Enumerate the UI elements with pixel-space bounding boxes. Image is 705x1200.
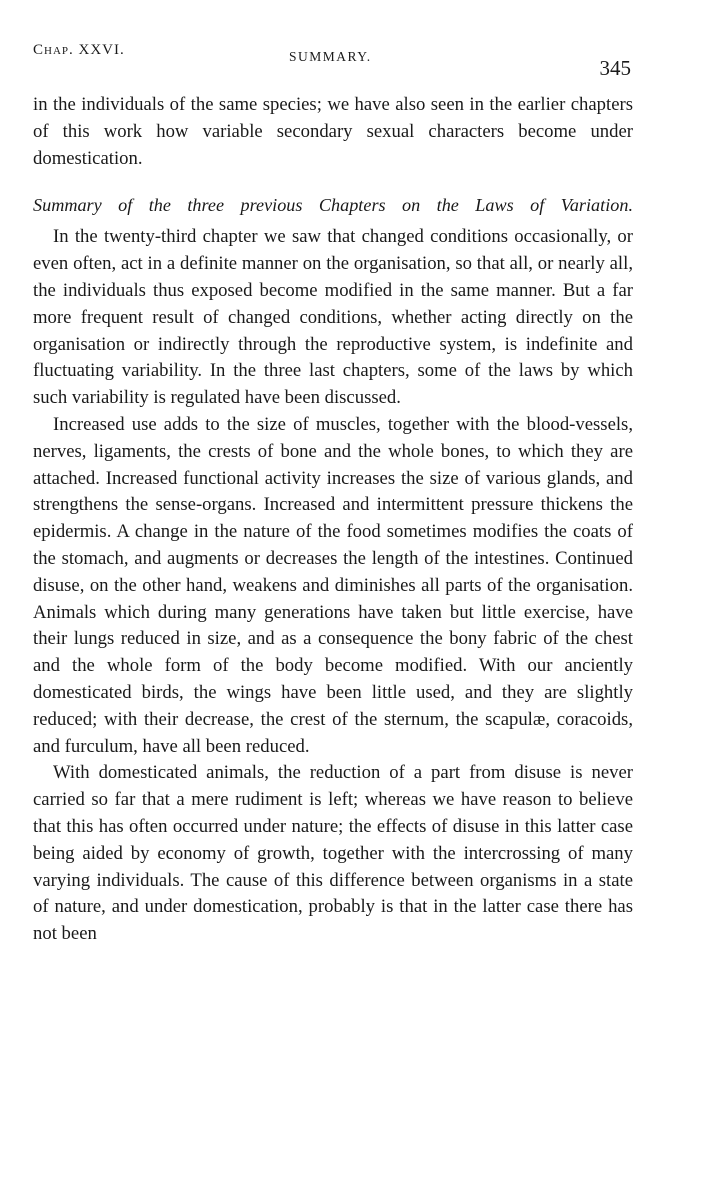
body-paragraph: With domesticated animals, the reduction of a part from disuse is never carried so far that a mere rudiment is left; whereas we have reason to believe that this has often occurred under nature; the effects of disuse in this latter case being aided by economy of growth, together with the intercrossing of many varying individuals. The cause of this difference between organisms in a state of nature, and under domestication, probably is that in the latter case there has not been (33, 762, 633, 945)
chapter-label: Chap. XXVI. (33, 42, 125, 58)
body-paragraph: Increased use adds to the size of muscles, together with the blood-vessels, nerves, ligaments, the crests of bone and the whole bones, to which they are attached. Increased functional activity increases the size of various glands, and strengthens the sense-organs. Increased and intermittent pressure thickens the epidermis. A change in the nature of the food sometimes modifies the coats of the stomach, and augments or decreases the length of the intestines. Continued disuse, on the other hand, weakens and diminishes all parts of the organisation. Animals which during many generations have taken but little exercise, have their lungs reduced in size, and as a consequence the bony fabric of the chest and the whole form of the body become modified. With our anciently domesticated birds, the wings have been little used, and they are slightly reduced; with their decrease, the crest of the sternum, the scapulæ, coracoids, and furculum, have all been reduced. (33, 413, 633, 757)
running-head (33, 36, 633, 92)
section-heading: Summary of the three previous Chapters on the Laws of Variation. (33, 195, 633, 216)
page-number: 345 (599, 56, 631, 80)
book-page (33, 36, 633, 948)
running-title: SUMMARY. (289, 49, 372, 64)
continuation-paragraph: in the individuals of the same species; we have also seen in the earlier chapters of this work how variable secondary sexual characters become under domestication. (33, 94, 633, 169)
body-paragraph: In the twenty-third chapter we saw that changed conditions occasionally, or even often, act in a definite manner on the organisation, so that all, or nearly all, the individuals thus exposed become modified in the same manner. But a far more frequent result of changed conditions, whether acting directly on the organisation or indirectly through the reproductive system, is indefinite and fluctuating variability. In the three last chapters, some of the laws by which such variability is regulated have been discussed. (33, 226, 633, 409)
